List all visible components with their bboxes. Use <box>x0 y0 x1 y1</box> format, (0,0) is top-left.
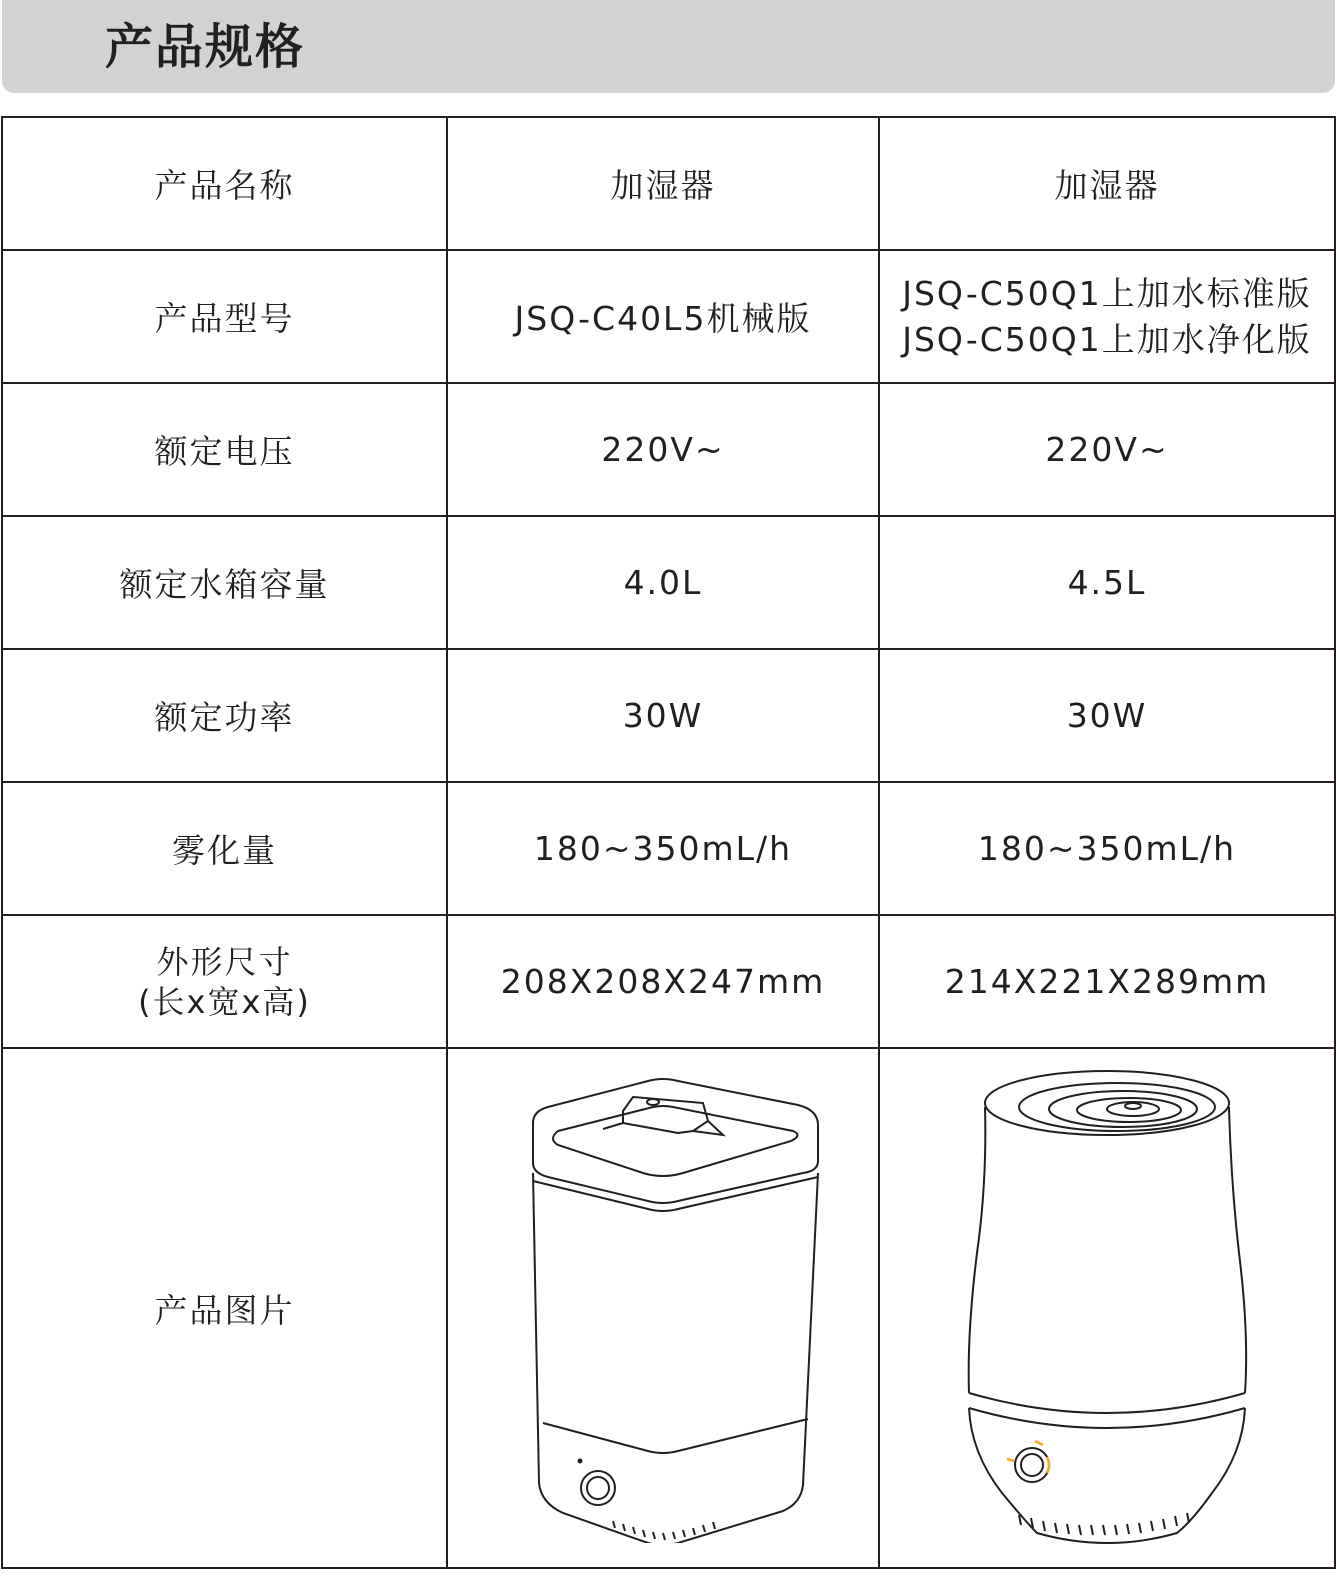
row-label: 产品型号 <box>2 250 447 383</box>
cell-value: 214X221X289mm <box>879 915 1335 1048</box>
cell-value <box>879 250 1335 383</box>
product-image-cell <box>447 1048 879 1568</box>
cell-value: 加湿器 <box>879 117 1335 250</box>
row-label-line: (长x宽x高) <box>138 982 311 1021</box>
cell-value: 30W <box>879 649 1335 782</box>
row-label: 额定功率 <box>2 649 447 782</box>
table-row <box>2 1048 1335 1568</box>
table-row <box>2 649 1335 782</box>
row-label: 额定电压 <box>2 383 447 516</box>
cell-value: 220V~ <box>447 383 879 516</box>
cell-value: 208X208X247mm <box>447 915 879 1048</box>
table-row <box>2 516 1335 649</box>
cell-value: 4.5L <box>879 516 1335 649</box>
page-title: 产品规格 <box>105 19 306 75</box>
cell-value: 加湿器 <box>447 117 879 250</box>
table-row <box>2 250 1335 383</box>
row-label <box>2 915 447 1048</box>
row-label: 产品名称 <box>2 117 447 250</box>
model-line: JSQ-C50Q1上加水净化版 <box>902 319 1312 359</box>
cell-value: 30W <box>447 649 879 782</box>
row-label: 额定水箱容量 <box>2 516 447 649</box>
round-humidifier-image <box>947 1063 1267 1553</box>
row-label: 雾化量 <box>2 782 447 915</box>
cell-value: 180~350mL/h <box>879 782 1335 915</box>
product-image-cell <box>879 1048 1335 1568</box>
row-label-line: 外形尺寸 <box>156 942 293 981</box>
header-bar <box>2 0 1335 93</box>
square-humidifier-image <box>473 1073 853 1543</box>
model-line: JSQ-C50Q1上加水标准版 <box>902 273 1312 313</box>
cell-value: JSQ-C40L5机械版 <box>447 250 879 383</box>
row-label: 产品图片 <box>2 1048 447 1568</box>
cell-value: 180~350mL/h <box>447 782 879 915</box>
table-row <box>2 383 1335 516</box>
cell-value: 4.0L <box>447 516 879 649</box>
table-row <box>2 782 1335 915</box>
cell-value: 220V~ <box>879 383 1335 516</box>
table-row <box>2 117 1335 250</box>
table-row <box>2 915 1335 1048</box>
spec-table <box>1 116 1336 1569</box>
